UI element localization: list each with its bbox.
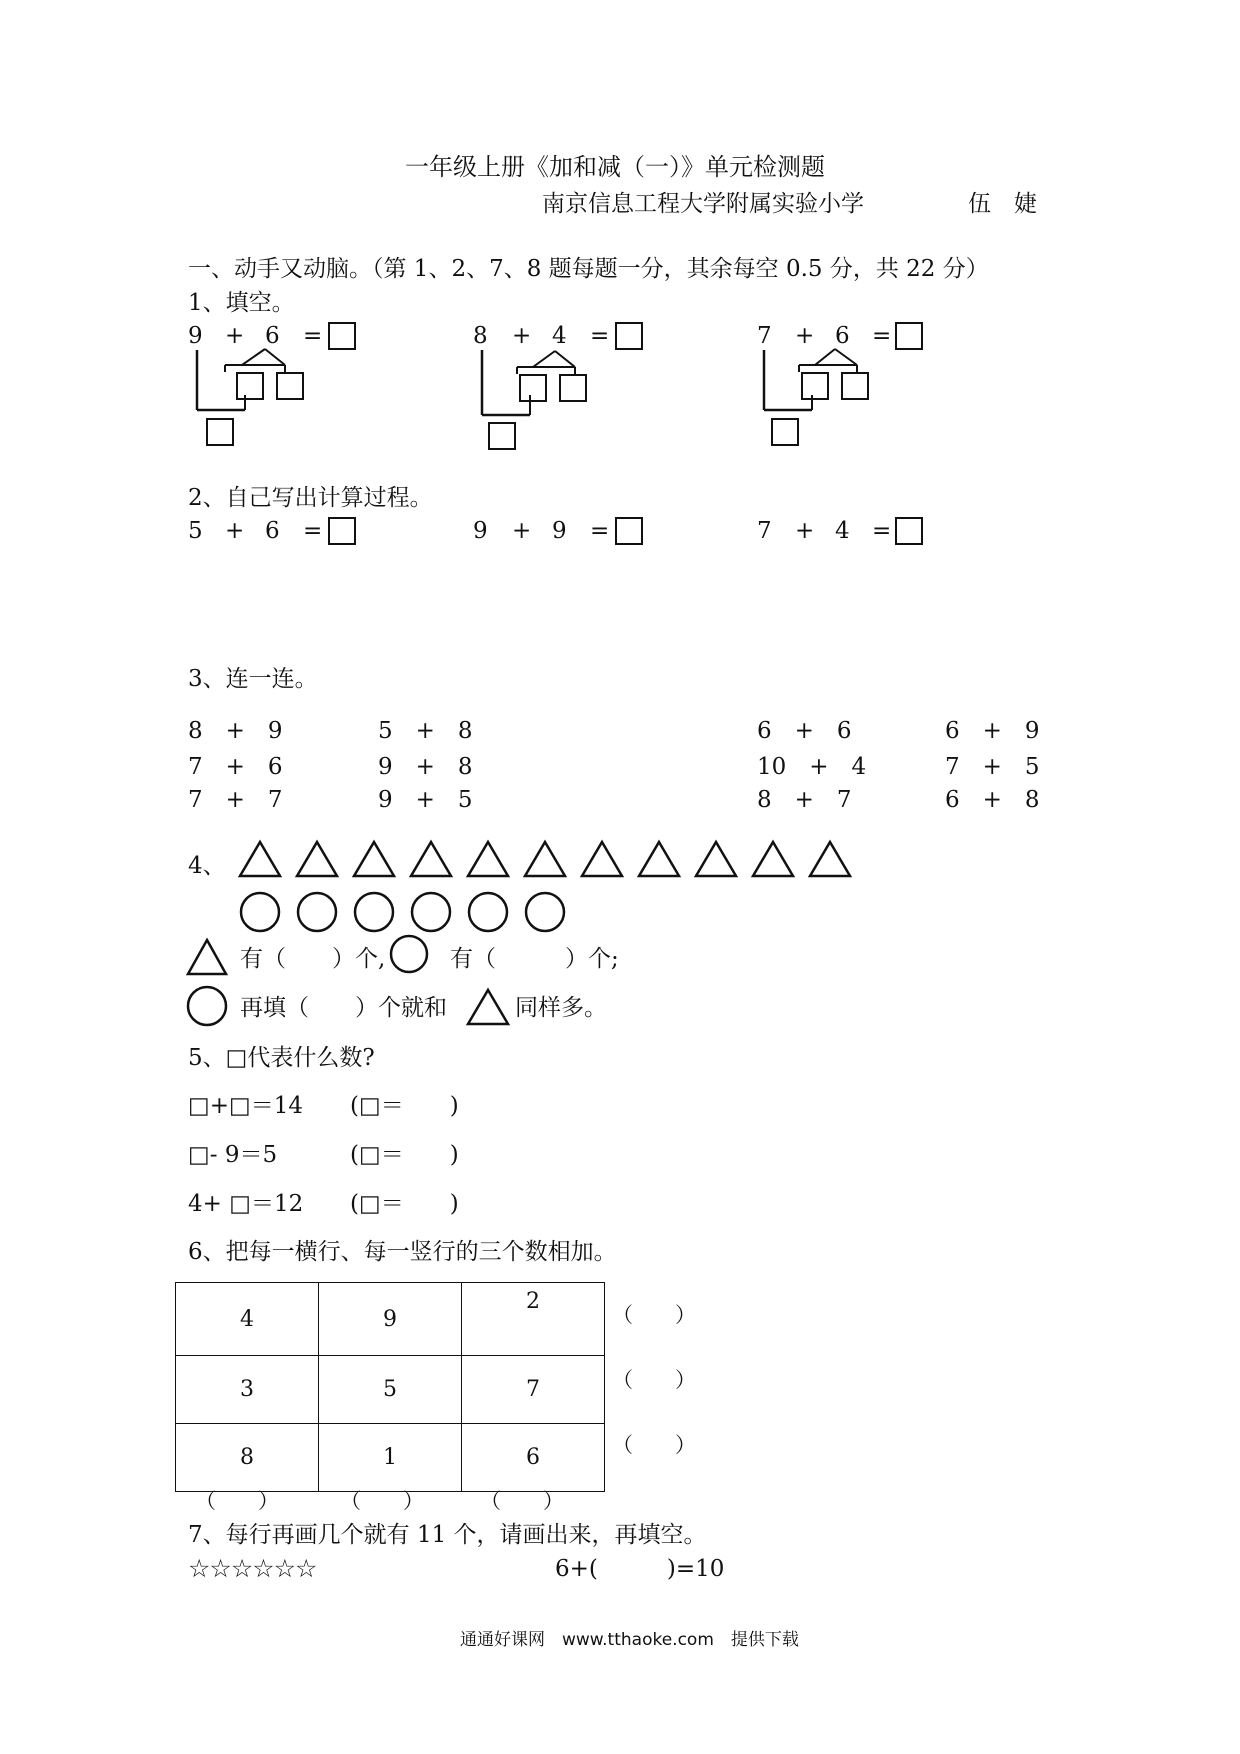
- star-row: ☆☆☆☆☆☆: [188, 1554, 317, 1583]
- answer-box[interactable]: [895, 517, 923, 545]
- q1-label: 1、填空。: [188, 290, 295, 316]
- shape-rows: [230, 840, 850, 940]
- q1-operator: +: [795, 323, 815, 349]
- q5-equation: □+□＝14: [188, 1093, 303, 1119]
- q1-equals: =: [590, 323, 610, 349]
- answer-box[interactable]: [276, 372, 304, 400]
- grid-cell: 5: [319, 1356, 462, 1424]
- q5-answer[interactable]: (□＝ ): [350, 1191, 459, 1217]
- q2-label: 2、自己写出计算过程。: [188, 485, 433, 511]
- split-diagram: [757, 345, 957, 465]
- author-name: 伍 婕: [968, 191, 1037, 217]
- footer-text: 通通好课网 www.tthaoke.com 提供下载: [460, 1630, 799, 1650]
- q6-label: 6、把每一横行、每一竖行的三个数相加。: [188, 1239, 617, 1265]
- circle-icon: [526, 893, 564, 931]
- triangle-icon: [466, 988, 510, 1028]
- q2-operand-a: 7: [757, 518, 772, 544]
- q2-operator: +: [225, 518, 245, 544]
- q1-operand-a: 8: [473, 323, 488, 349]
- q1-operator: +: [225, 323, 245, 349]
- q4-same-amount: 同样多。: [515, 995, 607, 1021]
- q5-answer[interactable]: (□＝ ): [350, 1142, 459, 1168]
- q1-operand-a: 7: [757, 323, 772, 349]
- number-grid: [175, 1282, 605, 1492]
- triangle-icon: [468, 842, 508, 876]
- circle-icon: [412, 893, 450, 931]
- q4-fill-more: 再填（ ）个就和: [240, 995, 447, 1021]
- q1-operand-b: 6: [835, 323, 850, 349]
- q4-circle-count: 有（ ）个;: [450, 946, 619, 972]
- triangle-icon: [639, 842, 679, 876]
- q2-equals: =: [872, 518, 892, 544]
- q7-label: 7、每行再画几个就有 11 个，请画出来，再填空。: [188, 1522, 707, 1548]
- triangle-icon: [582, 842, 622, 876]
- split-diagram: [190, 345, 390, 465]
- triangle-icon: [297, 842, 337, 876]
- q1-equals: =: [872, 323, 892, 349]
- answer-box[interactable]: [559, 374, 587, 402]
- answer-box[interactable]: [328, 517, 356, 545]
- triangle-icon: [696, 842, 736, 876]
- circle-icon: [388, 933, 430, 975]
- circle-icon: [355, 893, 393, 931]
- school-name: 南京信息工程大学附属实验小学: [542, 191, 864, 217]
- q3-expr[interactable]: 6 + 9: [945, 718, 1040, 744]
- q2-equals: =: [590, 518, 610, 544]
- q1-equals: =: [303, 323, 323, 349]
- q5-equation: 4+ □＝12: [188, 1191, 304, 1217]
- grid-cell: 7: [462, 1356, 605, 1424]
- triangle-icon: [186, 938, 228, 978]
- q3-expr[interactable]: 7 + 6: [188, 754, 283, 780]
- triangle-icon: [525, 842, 565, 876]
- q2-equals: =: [303, 518, 323, 544]
- q3-expr[interactable]: 7 + 5: [945, 754, 1040, 780]
- q2-operand-a: 9: [473, 518, 488, 544]
- answer-box[interactable]: [615, 517, 643, 545]
- grid-cell: 6: [462, 1424, 605, 1492]
- circle-icon: [241, 893, 279, 931]
- section-heading: 一、动手又动脑。（第 1、2、7、8 题每题一分，其余每空 0.5 分，共 22 分）: [188, 256, 989, 282]
- grid-cell: 3: [176, 1356, 319, 1424]
- q3-expr[interactable]: 8 + 9: [188, 718, 283, 744]
- triangle-icon: [411, 842, 451, 876]
- q2-operator: +: [795, 518, 815, 544]
- q3-label: 3、连一连。: [188, 666, 318, 692]
- grid-row: [176, 1424, 605, 1492]
- answer-box[interactable]: [801, 372, 829, 400]
- q1-operator: +: [512, 323, 532, 349]
- answer-box[interactable]: [206, 418, 234, 446]
- circle-icon: [469, 893, 507, 931]
- grid-row: [176, 1356, 605, 1424]
- triangle-icon: [810, 842, 850, 876]
- q1-operand-b: 6: [265, 323, 280, 349]
- q2-operand-b: 4: [835, 518, 850, 544]
- q1-operand-a: 9: [188, 323, 203, 349]
- q3-expr[interactable]: 8 + 7: [757, 787, 852, 813]
- grid-cell: 2: [462, 1283, 605, 1356]
- grid-row: [176, 1283, 605, 1356]
- page-title: 一年级上册《加和减（一）》单元检测题: [405, 153, 825, 181]
- q3-expr[interactable]: 6 + 6: [757, 718, 852, 744]
- q1-operand-b: 4: [552, 323, 567, 349]
- col-sum-blank[interactable]: （ ）: [480, 1489, 564, 1513]
- col-sum-blank[interactable]: （ ）: [340, 1489, 424, 1513]
- col-sum-blank[interactable]: （ ）: [195, 1489, 279, 1513]
- q2-operand-a: 5: [188, 518, 203, 544]
- q3-expr[interactable]: 6 + 8: [945, 787, 1040, 813]
- q3-expr[interactable]: 9 + 8: [378, 754, 473, 780]
- q7-equation[interactable]: 6+( )=10: [555, 1556, 725, 1582]
- q2-operator: +: [512, 518, 532, 544]
- triangle-icon: [753, 842, 793, 876]
- row-sum-blank[interactable]: （ ）: [612, 1303, 696, 1327]
- q4-label: 4、: [188, 853, 226, 879]
- q4-triangle-count: 有（ ）个,: [240, 946, 386, 972]
- q3-expr[interactable]: 10 + 4: [757, 754, 867, 780]
- q5-equation: □- 9＝5: [188, 1142, 278, 1168]
- q3-expr[interactable]: 5 + 8: [378, 718, 473, 744]
- circle-icon: [298, 893, 336, 931]
- q2-operand-b: 9: [552, 518, 567, 544]
- triangle-icon: [354, 842, 394, 876]
- grid-cell: 1: [319, 1424, 462, 1492]
- grid-cell: 4: [176, 1283, 319, 1356]
- answer-box[interactable]: [236, 372, 264, 400]
- answer-box[interactable]: [519, 374, 547, 402]
- q5-label: 5、□代表什么数?: [188, 1045, 375, 1071]
- answer-box[interactable]: [841, 372, 869, 400]
- row-sum-blank[interactable]: （ ）: [612, 1433, 696, 1457]
- triangle-icon: [240, 842, 280, 876]
- grid-cell: 8: [176, 1424, 319, 1492]
- q3-expr[interactable]: 9 + 5: [378, 787, 473, 813]
- q2-operand-b: 6: [265, 518, 280, 544]
- answer-box[interactable]: [771, 418, 799, 446]
- grid-cell: 9: [319, 1283, 462, 1356]
- q5-answer[interactable]: (□＝ ): [350, 1093, 459, 1119]
- q3-expr[interactable]: 7 + 7: [188, 787, 283, 813]
- answer-box[interactable]: [488, 422, 516, 450]
- row-sum-blank[interactable]: （ ）: [612, 1368, 696, 1392]
- circle-icon: [186, 985, 230, 1029]
